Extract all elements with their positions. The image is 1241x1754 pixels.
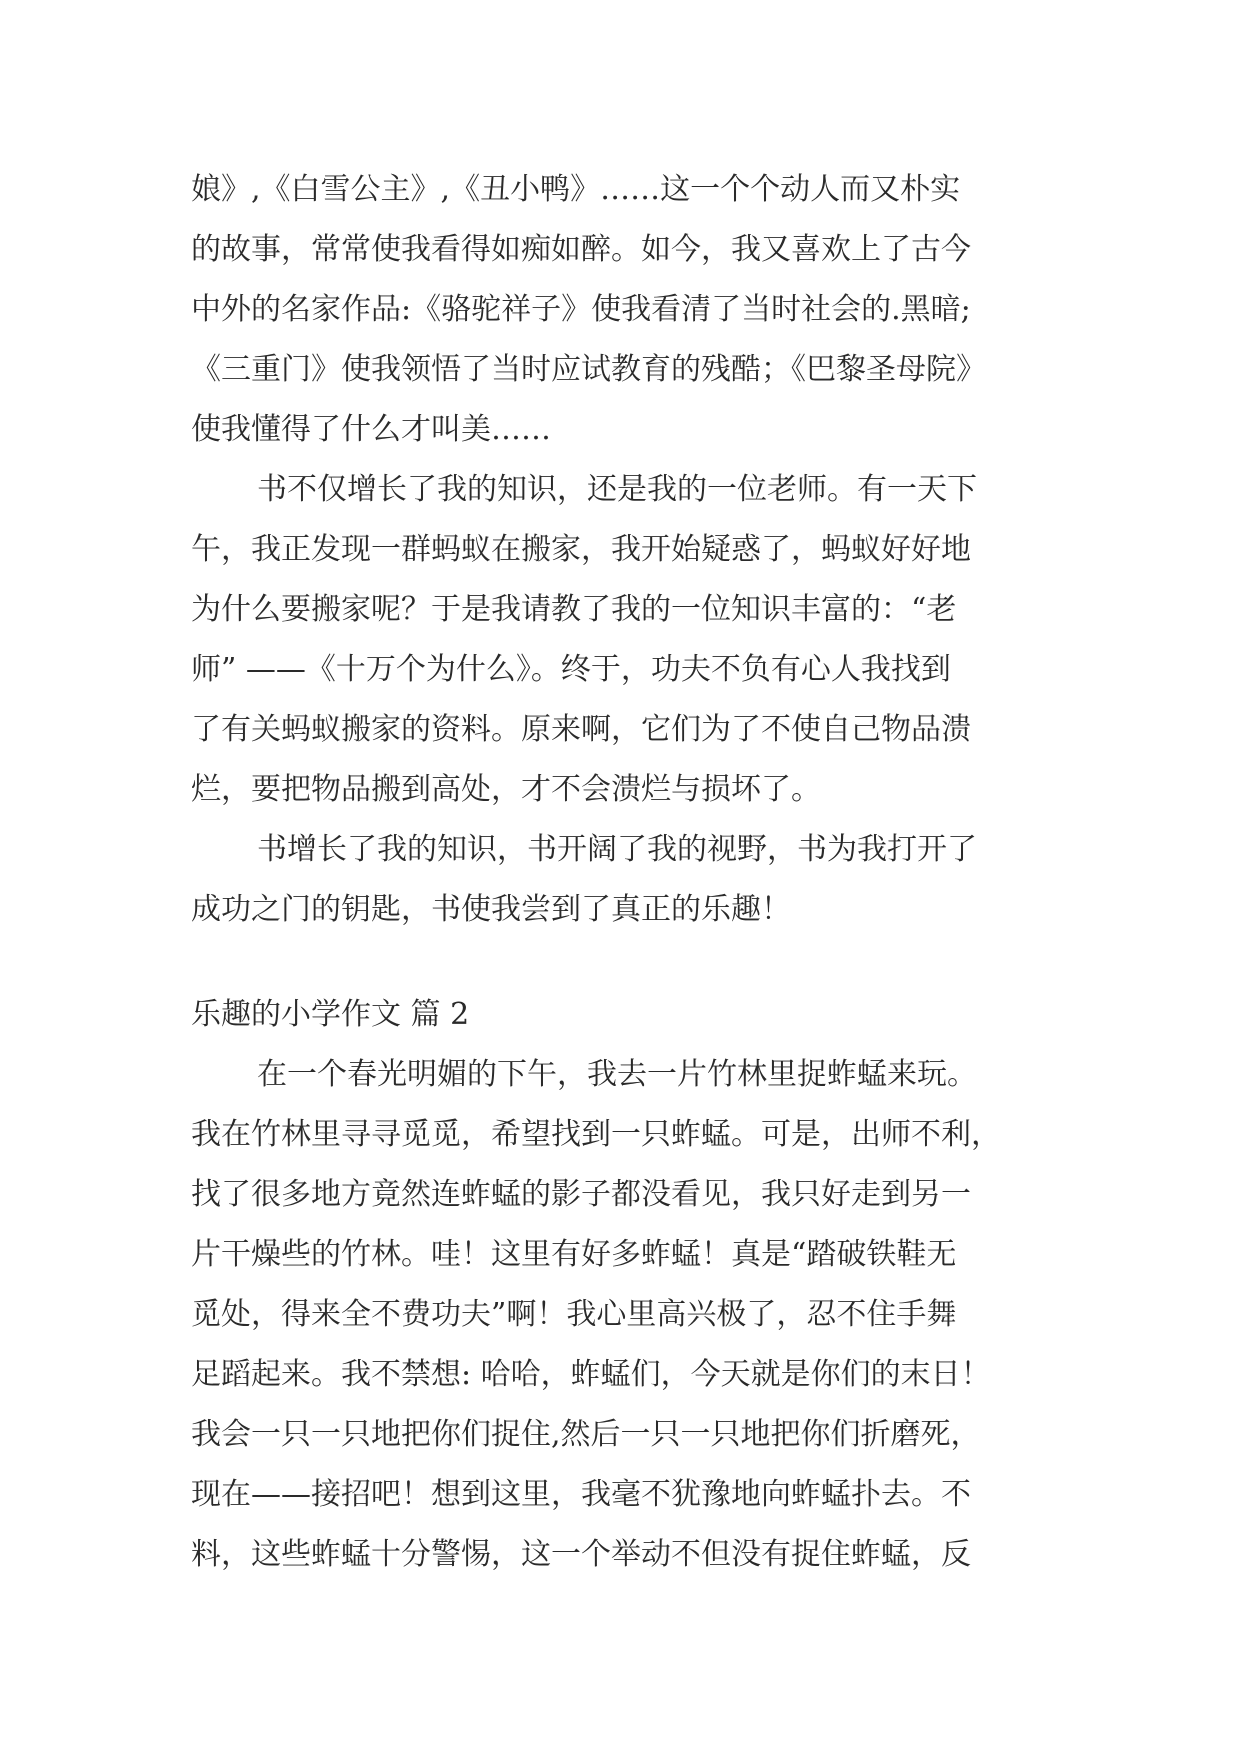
section-spacer — [191, 940, 1071, 985]
text-line: 片干燥些的竹林。哇！这里有好多蚱蜢！真是“踏破铁鞋无 — [191, 1237, 957, 1272]
text-line: 师” ——《十万个为什么》。终于，功夫不负有心人我找到 — [191, 652, 951, 687]
text-line: 中外的名家作品:《骆驼祥子》使我看清了当时社会的.黑暗; — [191, 292, 971, 327]
text-line: 烂，要把物品搬到高处，才不会溃烂与损坏了。 — [191, 772, 821, 807]
text-line: 成功之门的钥匙，书使我尝到了真正的乐趣！ — [191, 892, 791, 927]
text-line: 料，这些蚱蜢十分警惕，这一个举动不但没有捉住蚱蜢，反 — [191, 1537, 971, 1572]
text-line: 为什么要搬家呢？于是我请教了我的一位知识丰富的：“老 — [191, 592, 957, 627]
text-line: 娘》,《白雪公主》,《丑小鸭》……这一个个动人而又朴实 — [191, 172, 961, 207]
text-line: 我会一只一只地把你们捉住,然后一只一只地把你们折磨死， — [191, 1417, 981, 1452]
paragraph-conclusion — [191, 820, 1071, 940]
paragraph-continued — [191, 160, 1071, 460]
text-line: 找了很多地方竟然连蚱蜢的影子都没看见，我只好走到另一 — [191, 1177, 971, 1212]
section-heading: 乐趣的小学作文 篇 2 — [191, 997, 470, 1032]
text-line: 午，我正发现一群蚂蚁在搬家，我开始疑惑了，蚂蚁好好地 — [191, 532, 971, 567]
text-line: 使我懂得了什么才叫美…… — [191, 412, 551, 447]
text-line: 了有关蚂蚁搬家的资料。原来啊，它们为了不使自己物品溃 — [191, 712, 971, 747]
text-line: 觅处，得来全不费功夫”啊！我心里高兴极了，忍不住手舞 — [191, 1297, 957, 1332]
text-line: 在一个春光明媚的下午，我去一片竹林里捉蚱蜢来玩。 — [257, 1057, 977, 1092]
text-line: 书增长了我的知识，书开阔了我的视野，书为我打开了 — [257, 832, 977, 867]
document-body — [191, 160, 1071, 1585]
text-line: 我在竹林里寻寻觅觅，希望找到一只蚱蜢。可是，出师不利， — [191, 1117, 1001, 1152]
text-line: 足蹈起来。我不禁想: 哈哈，蚱蜢们，今天就是你们的末日！ — [191, 1357, 991, 1392]
paragraph-grasshopper — [191, 1045, 1071, 1585]
text-line: 的故事，常常使我看得如痴如醉。如今，我又喜欢上了古今 — [191, 232, 971, 267]
text-line: 书不仅增长了我的知识，还是我的一位老师。有一天下 — [257, 472, 977, 507]
text-line: 《三重门》使我领悟了当时应试教育的残酷；《巴黎圣母院》 — [191, 352, 986, 387]
paragraph-teacher — [191, 460, 1071, 820]
text-line: 现在——接招吧！想到这里，我毫不犹豫地向蚱蜢扑去。不 — [191, 1477, 971, 1512]
